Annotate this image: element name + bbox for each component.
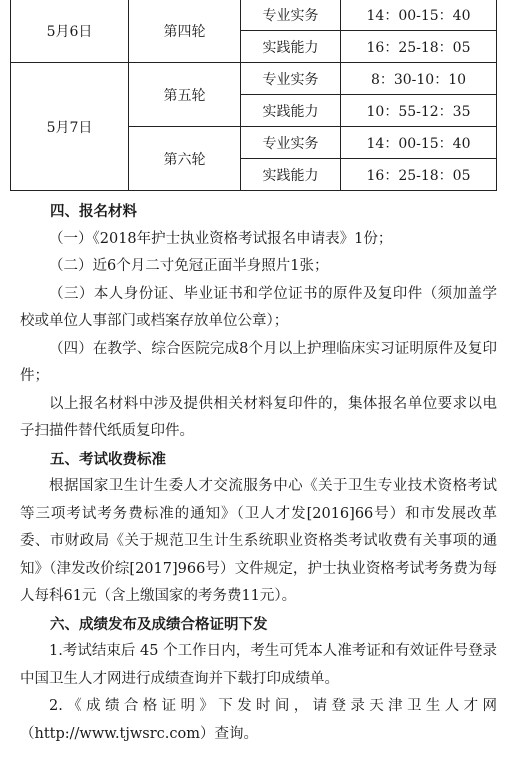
time-cell: 8：30-10：10 [341,63,497,95]
subject-cell: 专业实务 [241,63,341,95]
exam-schedule-table [10,0,497,191]
list-item: （一）《2018年护士执业资格考试报名申请表》1份； [49,230,393,247]
subject-cell: 专业实务 [241,127,341,159]
section-heading: 四、报名材料 [50,203,137,220]
time-cell: 16：25-18：05 [341,159,497,191]
list-item: （四）在教学、综合医院完成8个月以上护理临床实习证明原件及复印件； [20,340,497,384]
subject-cell: 专业实务 [241,0,341,31]
subject-cell: 实践能力 [241,31,341,63]
section-heading: 六、成绩发布及成绩合格证明下发 [50,615,268,633]
round-cell: 第四轮 [129,0,241,63]
round-cell: 第六轮 [129,127,241,191]
list-item: 1.考试结束后 45 个工作日内，考生可凭本人准考证和有效证件号登录中国卫生人才网进行成绩查询并下载打印成绩单。 [20,643,497,687]
time-cell: 14：00-15：40 [341,0,497,31]
list-item: 2.《成绩合格证明》下发时间，请登录天津卫生人才网（http://www.tjwsrc.com）查询。 [20,698,497,742]
list-item: （二）近6个月二寸免冠正面半身照片1张； [49,258,329,274]
subject-cell: 实践能力 [241,159,341,191]
time-cell: 14：00-15：40 [341,127,497,159]
subject-cell: 实践能力 [241,95,341,127]
document-body [20,198,497,748]
table-row [11,63,497,95]
date-cell: 5月7日 [11,63,129,191]
date-cell: 5月6日 [11,0,129,63]
list-item: （三）本人身份证、毕业证书和学位证书的原件及复印件（须加盖学校或单位人事部门或档案存放单位公章）； [20,285,497,329]
time-cell: 16：25-18：05 [341,31,497,63]
round-cell: 第五轮 [129,63,241,127]
paragraph: 以上报名材料中涉及提供相关材料复印件的，集体报名单位要求以电子扫描件替代纸质复印件。 [20,395,497,439]
time-cell: 10：55-12：35 [341,95,497,127]
paragraph: 根据国家卫生计生委人才交流服务中心《关于卫生专业技术资格考试等三项考试考务费标准的通知》（卫人才发[2016]66号）和市发展改革委、市财政局《关于规范卫生计生系统职业资格类考试收费有关事项的通知》（津发改价综[2017]966号）文件规定，护士执业资格考试考务费为每人每科61元（含上缴国家的考务费11元）。 [20,478,497,604]
table-row [11,0,497,31]
section-heading: 五、考试收费标准 [50,450,166,468]
